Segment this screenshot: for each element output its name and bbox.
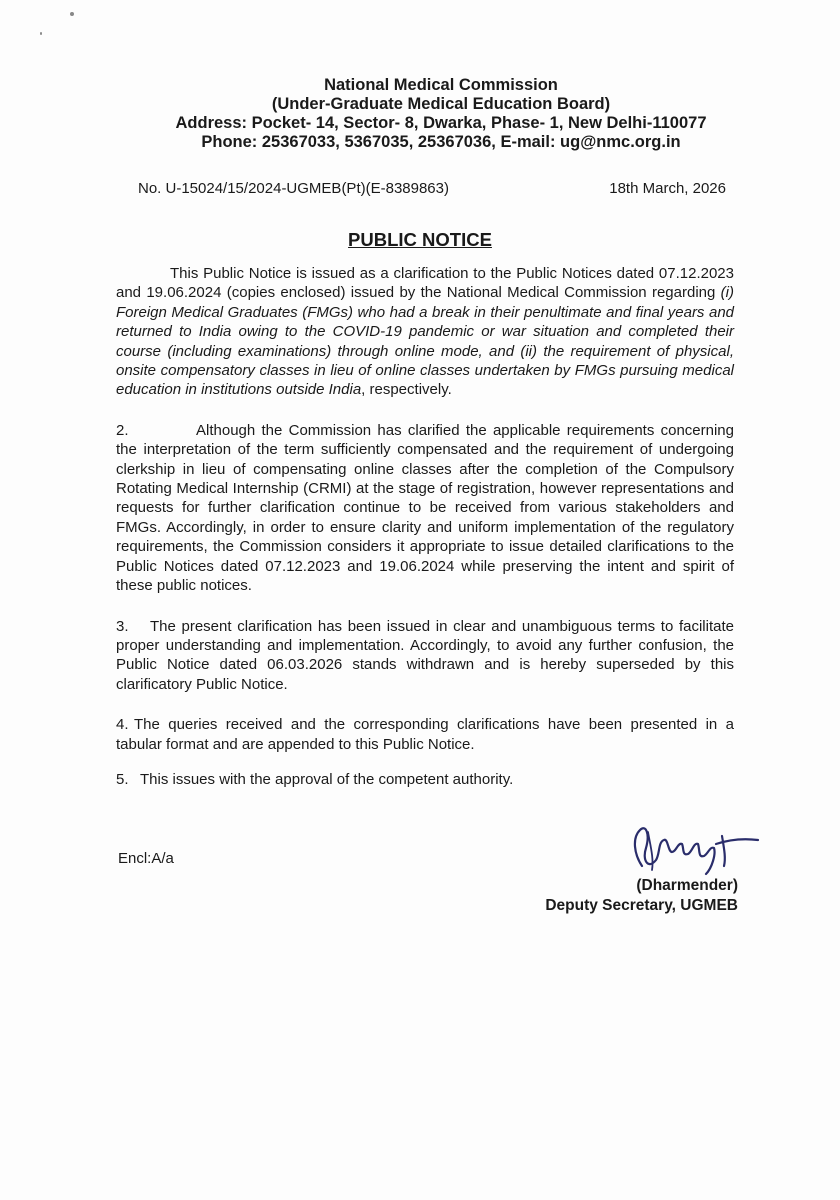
scan-speck: [40, 32, 42, 35]
paragraph-number: 2.: [116, 421, 129, 439]
paragraph-4: 4. The queries received and the corresponding clarifications have been presented in a tabular format and are appended to this Public Notice.: [116, 716, 734, 753]
paragraph-number: 4.: [116, 716, 129, 734]
enclosure-note: Encl:A/a: [118, 850, 174, 867]
scan-speck: [70, 12, 74, 16]
reference-number: No. U-15024/15/2024-UGMEB(Pt)(E-8389863): [138, 180, 449, 197]
paragraph-5: 5. This issues with the approval of the competent authority.: [116, 770, 514, 788]
paragraph-3: 3. The present clarification has been issued in clear and unambiguous terms to facilitate proper understanding and implementation. Accordingly, to avoid any further confusion, the Public Notice dated 06.03.2026 stands withdrawn and is hereby superseded by this clarificatory Public Notice.: [116, 617, 734, 693]
signatory-name: (Dharmender): [636, 877, 738, 894]
paragraph-1: This Public Notice is issued as a clarification to the Public Notices dated 07.12.2023 and 19.06.2024 (copies enclosed) issued by the National Medical Commission regarding (i) Foreign Medical Graduates (FMGs) who had a break in their penultimate and final years and returned to India owing to the COVID-19 pandemic or war situation and completed their course (including examinations) through online mode, and (ii) the requirement of physical, onsite compensatory classes in lieu of online classes undertaken by FMGs pursuing medical education in institutions outside India, respectively.: [116, 265, 734, 399]
paragraph-2: 2. Although the Commission has clarified the applicable requirements concerning the interpretation of the term sufficiently compensated and the requirement of undergoing clerkship in lieu of compensating online classes after the completion of the Compulsory Rotating Medical Internship (CRMI) at the stage of registration, however representations and requests for further clarification continue to be received from various stakeholders and FMGs. Accordingly, in order to ensure clarity and uniform implementation of the regulatory requirements, the Commission considers it appropriate to issue detailed clarifications to the Public Notices dated 07.12.2023 and 19.06.2024 while preserving the intent and spirit of these public notices.: [116, 421, 734, 595]
signature-mark: [620, 818, 770, 878]
reference-line: [138, 180, 726, 197]
address-line: Address: Pocket- 14, Sector- 8, Dwarka, Phase- 1, New Delhi-110077: [175, 114, 707, 132]
page-title: PUBLIC NOTICE: [348, 229, 492, 250]
notice-body: [116, 264, 734, 810]
paragraph-number: 3.: [116, 617, 129, 635]
paragraph-number: 5.: [116, 770, 129, 788]
board-name: (Under-Graduate Medical Education Board): [271, 95, 611, 113]
paragraph-1-italic: (i) Foreign Medical Graduates (FMGs) who had a break in their penultimate and final years and returned to India owing to the COVID-19 pandemic or war situation and completed their course (including examinations) through online mode, and (ii) the requirement of physical, onsite compensatory classes in lieu of online classes undertaken by FMGs pursuing medical education in institutions outside India: [116, 284, 734, 399]
signatory-block: [520, 876, 738, 916]
contact-line: Phone: 25367033, 5367035, 25367036, E-mail: ug@nmc.org.in: [201, 133, 681, 151]
signatory-designation: Deputy Secretary, UGMEB: [545, 897, 738, 914]
letterhead: [0, 76, 840, 152]
notice-date: 18th March, 2026: [609, 180, 726, 197]
org-name: National Medical Commission: [324, 76, 558, 94]
